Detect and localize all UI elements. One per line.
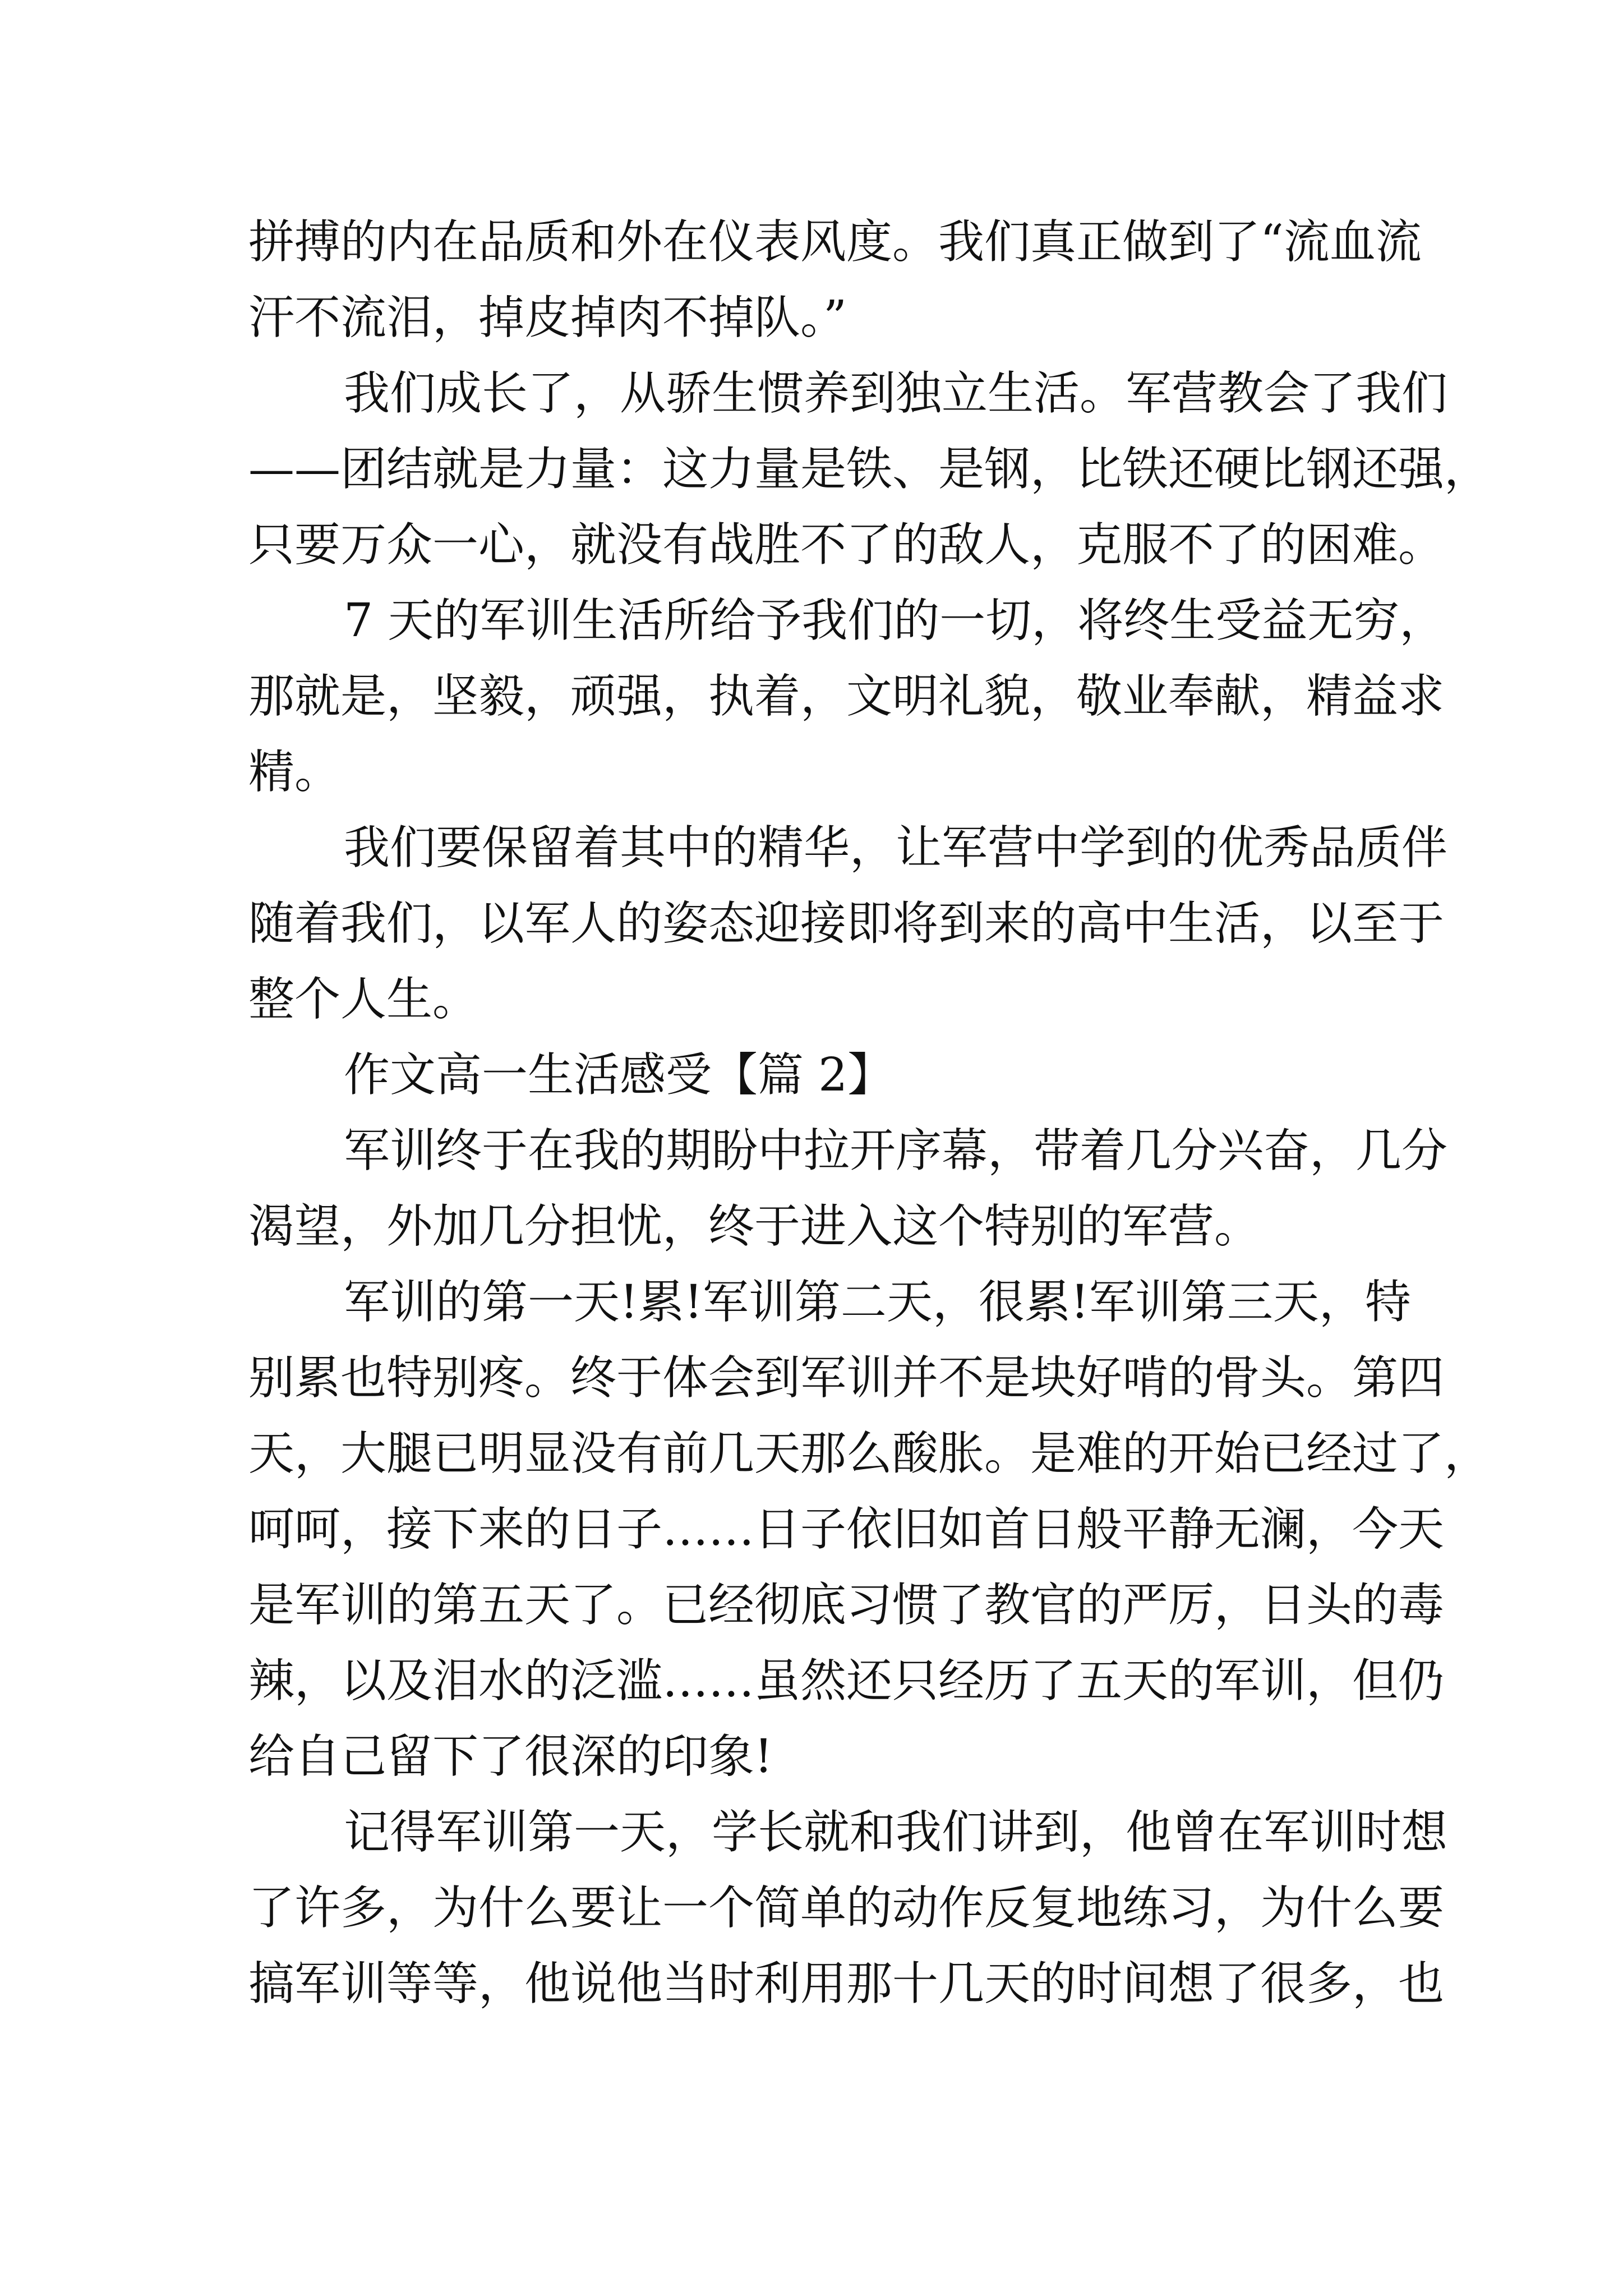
text-line-22: 记得军训第一天，学长就和我们讲到，他曾在军训时想 bbox=[344, 1806, 1448, 1859]
text-line-21: 给自己留下了很深的印象! bbox=[248, 1730, 773, 1783]
text-line-16: 别累也特别疼。终于体会到军训并不是块好啃的骨头。第四 bbox=[248, 1351, 1445, 1405]
text-line-9: 我们要保留着其中的精华，让军营中学到的优秀品质伴 bbox=[344, 821, 1448, 875]
text-line-5: 只要万众一心，就没有战胜不了的敌人，克服不了的困难。 bbox=[248, 518, 1445, 572]
text-line-3: 我们成长了，从骄生惯养到独立生活。军营教会了我们 bbox=[344, 367, 1448, 420]
text-line-7: 那就是，坚毅，顽强，执着，文明礼貌，敬业奉献，精益求 bbox=[248, 670, 1445, 723]
text-line-14: 渴望，外加几分担忧，终于进入这个特别的军营。 bbox=[248, 1200, 1261, 1253]
text-line-2: 汗不流泪，掉皮掉肉不掉队。” bbox=[248, 291, 847, 344]
text-line-1: 拼搏的内在品质和外在仪表风度。我们真正做到了“流血流 bbox=[248, 215, 1422, 269]
text-line-8: 精。 bbox=[248, 746, 341, 799]
text-line-6: 7 天的军训生活所给予我们的一切，将终生受益无穷， bbox=[344, 594, 1446, 647]
text-line-19: 是军训的第五天了。已经彻底习惯了教官的严厉，日头的毒 bbox=[248, 1579, 1445, 1632]
section-heading: 作文高一生活感受【篇 2】 bbox=[344, 1048, 894, 1102]
text-line-17: 天，大腿已明显没有前几天那么酸胀。是难的开始已经过了， bbox=[248, 1427, 1491, 1480]
text-line-24: 搞军训等等，他说他当时利用那十几天的时间想了很多，也 bbox=[248, 1957, 1445, 2010]
text-line-10: 随着我们，以军人的姿态迎接即将到来的高中生活，以至于 bbox=[248, 897, 1445, 950]
text-line-18: 呵呵，接下来的日子……日子依旧如首日般平静无澜，今天 bbox=[248, 1503, 1445, 1556]
text-line-20: 辣，以及泪水的泛滥……虽然还只经历了五天的军训，但仍 bbox=[248, 1654, 1445, 1708]
text-line-23: 了许多，为什么要让一个简单的动作反复地练习，为什么要 bbox=[248, 1881, 1445, 1935]
text-line-13: 军训终于在我的期盼中拉开序幕，带着几分兴奋，几分 bbox=[344, 1124, 1448, 1177]
text-line-15: 军训的第一天!累!军训第二天，很累!军训第三天，特 bbox=[344, 1276, 1411, 1329]
text-line-4: ——团结就是力量：这力量是铁、是钢，比铁还硬比钢还强， bbox=[248, 443, 1491, 496]
text-line-11: 整个人生。 bbox=[248, 973, 479, 1026]
